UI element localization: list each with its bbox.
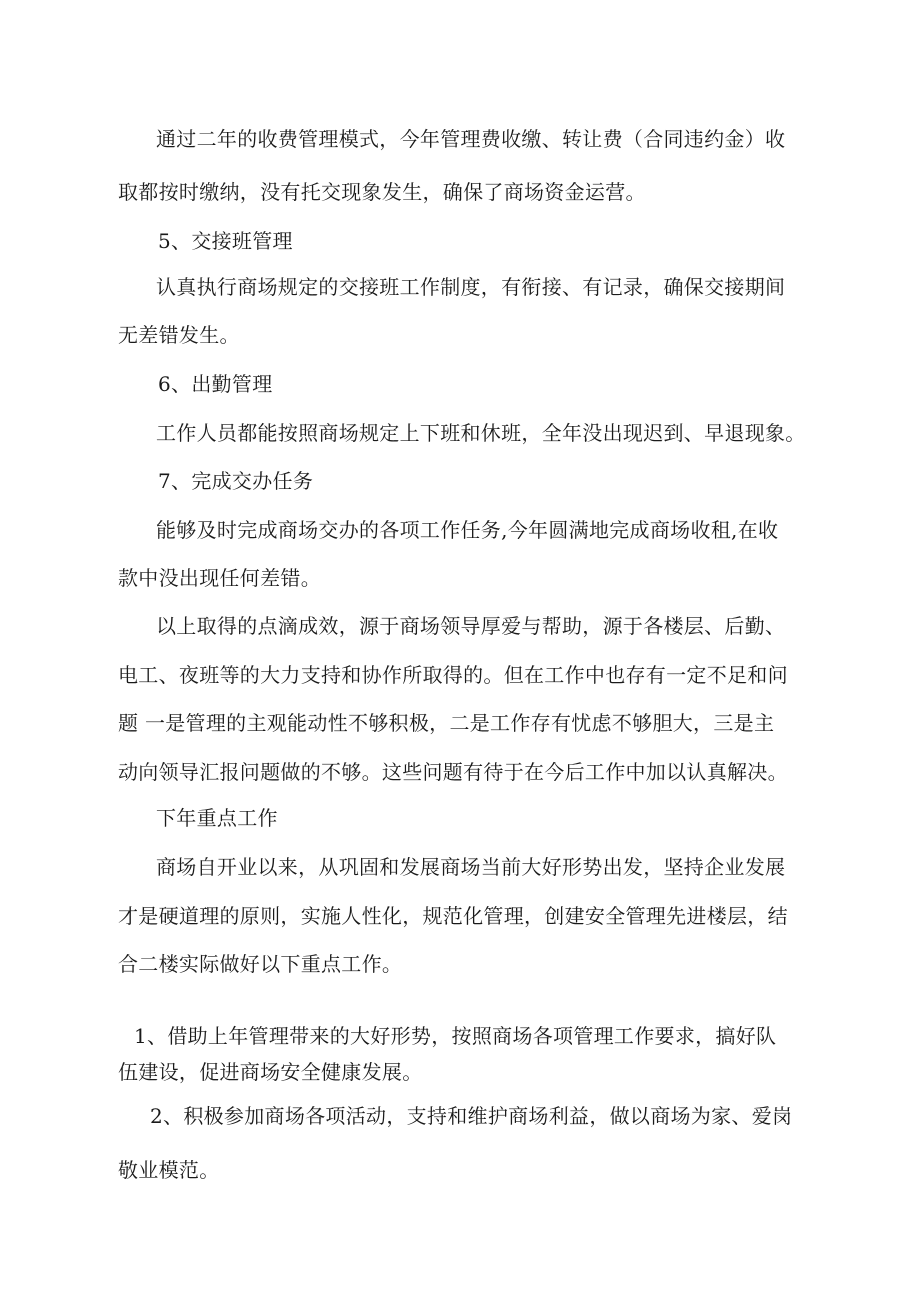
list-item-1-line-2: 伍建设，促进商场安全健康发展。	[118, 1060, 423, 1084]
list-item-2-line-1: 2、积极参加商场各项活动，支持和维护商场利益，做以商场为家、爱岗	[150, 1104, 793, 1128]
paragraph-summary-line-2: 电工、夜班等的大力支持和协作所取得的。但在工作中也存有一定不足和问	[118, 663, 788, 687]
paragraph-fee-management-line-1: 通过二年的收费管理模式，今年管理费收缴、转让费（合同违约金）收	[156, 127, 786, 151]
paragraph-handover-line-2: 无差错发生。	[118, 323, 240, 347]
paragraph-summary-line-1: 以上取得的点滴成效，源于商场领导厚爱与帮助，源于各楼层、后勤、	[156, 614, 786, 638]
paragraph-fee-management-line-2: 取都按时缴纳，没有托交现象发生，确保了商场资金运营。	[118, 180, 646, 204]
paragraph-next-year-line-1: 商场自开业以来，从巩固和发展商场当前大好形势出发，坚持企业发展	[156, 855, 786, 879]
heading-handover-management: 5、交接班管理	[158, 229, 293, 253]
heading-attendance-management: 6、出勤管理	[158, 372, 273, 396]
list-item-2-line-2: 敬业模范。	[118, 1158, 220, 1182]
paragraph-assigned-tasks-line-1: 能够及时完成商场交办的各项工作任务,今年圆满地完成商场收租,在收	[156, 518, 779, 542]
list-item-1-line-1: 1、借助上年管理带来的大好形势，按照商场各项管理工作要求，搞好队	[134, 1024, 777, 1048]
paragraph-handover-line-1: 认真执行商场规定的交接班工作制度，有衔接、有记录，确保交接期间	[156, 275, 786, 299]
heading-next-year-key-work: 下年重点工作	[156, 806, 278, 830]
paragraph-next-year-line-2: 才是硬道理的原则，实施人性化，规范化管理，创建安全管理先进楼层，结	[118, 904, 788, 928]
paragraph-summary-line-4: 动向领导汇报问题做的不够。这些问题有待于在今后工作中加以认真解决。	[118, 760, 788, 784]
heading-assigned-tasks: 7、完成交办任务	[158, 469, 314, 493]
paragraph-attendance-line-1: 工作人员都能按照商场规定上下班和休班，全年没出现迟到、早退现象。	[156, 421, 806, 445]
paragraph-assigned-tasks-line-2: 款中没出现任何差错。	[118, 566, 321, 590]
paragraph-summary-line-3: 题 一是管理的主观能动性不够积极，二是工作存有忧虑不够胆大，三是主	[118, 711, 775, 735]
paragraph-next-year-line-3: 合二楼实际做好以下重点工作。	[118, 952, 403, 976]
